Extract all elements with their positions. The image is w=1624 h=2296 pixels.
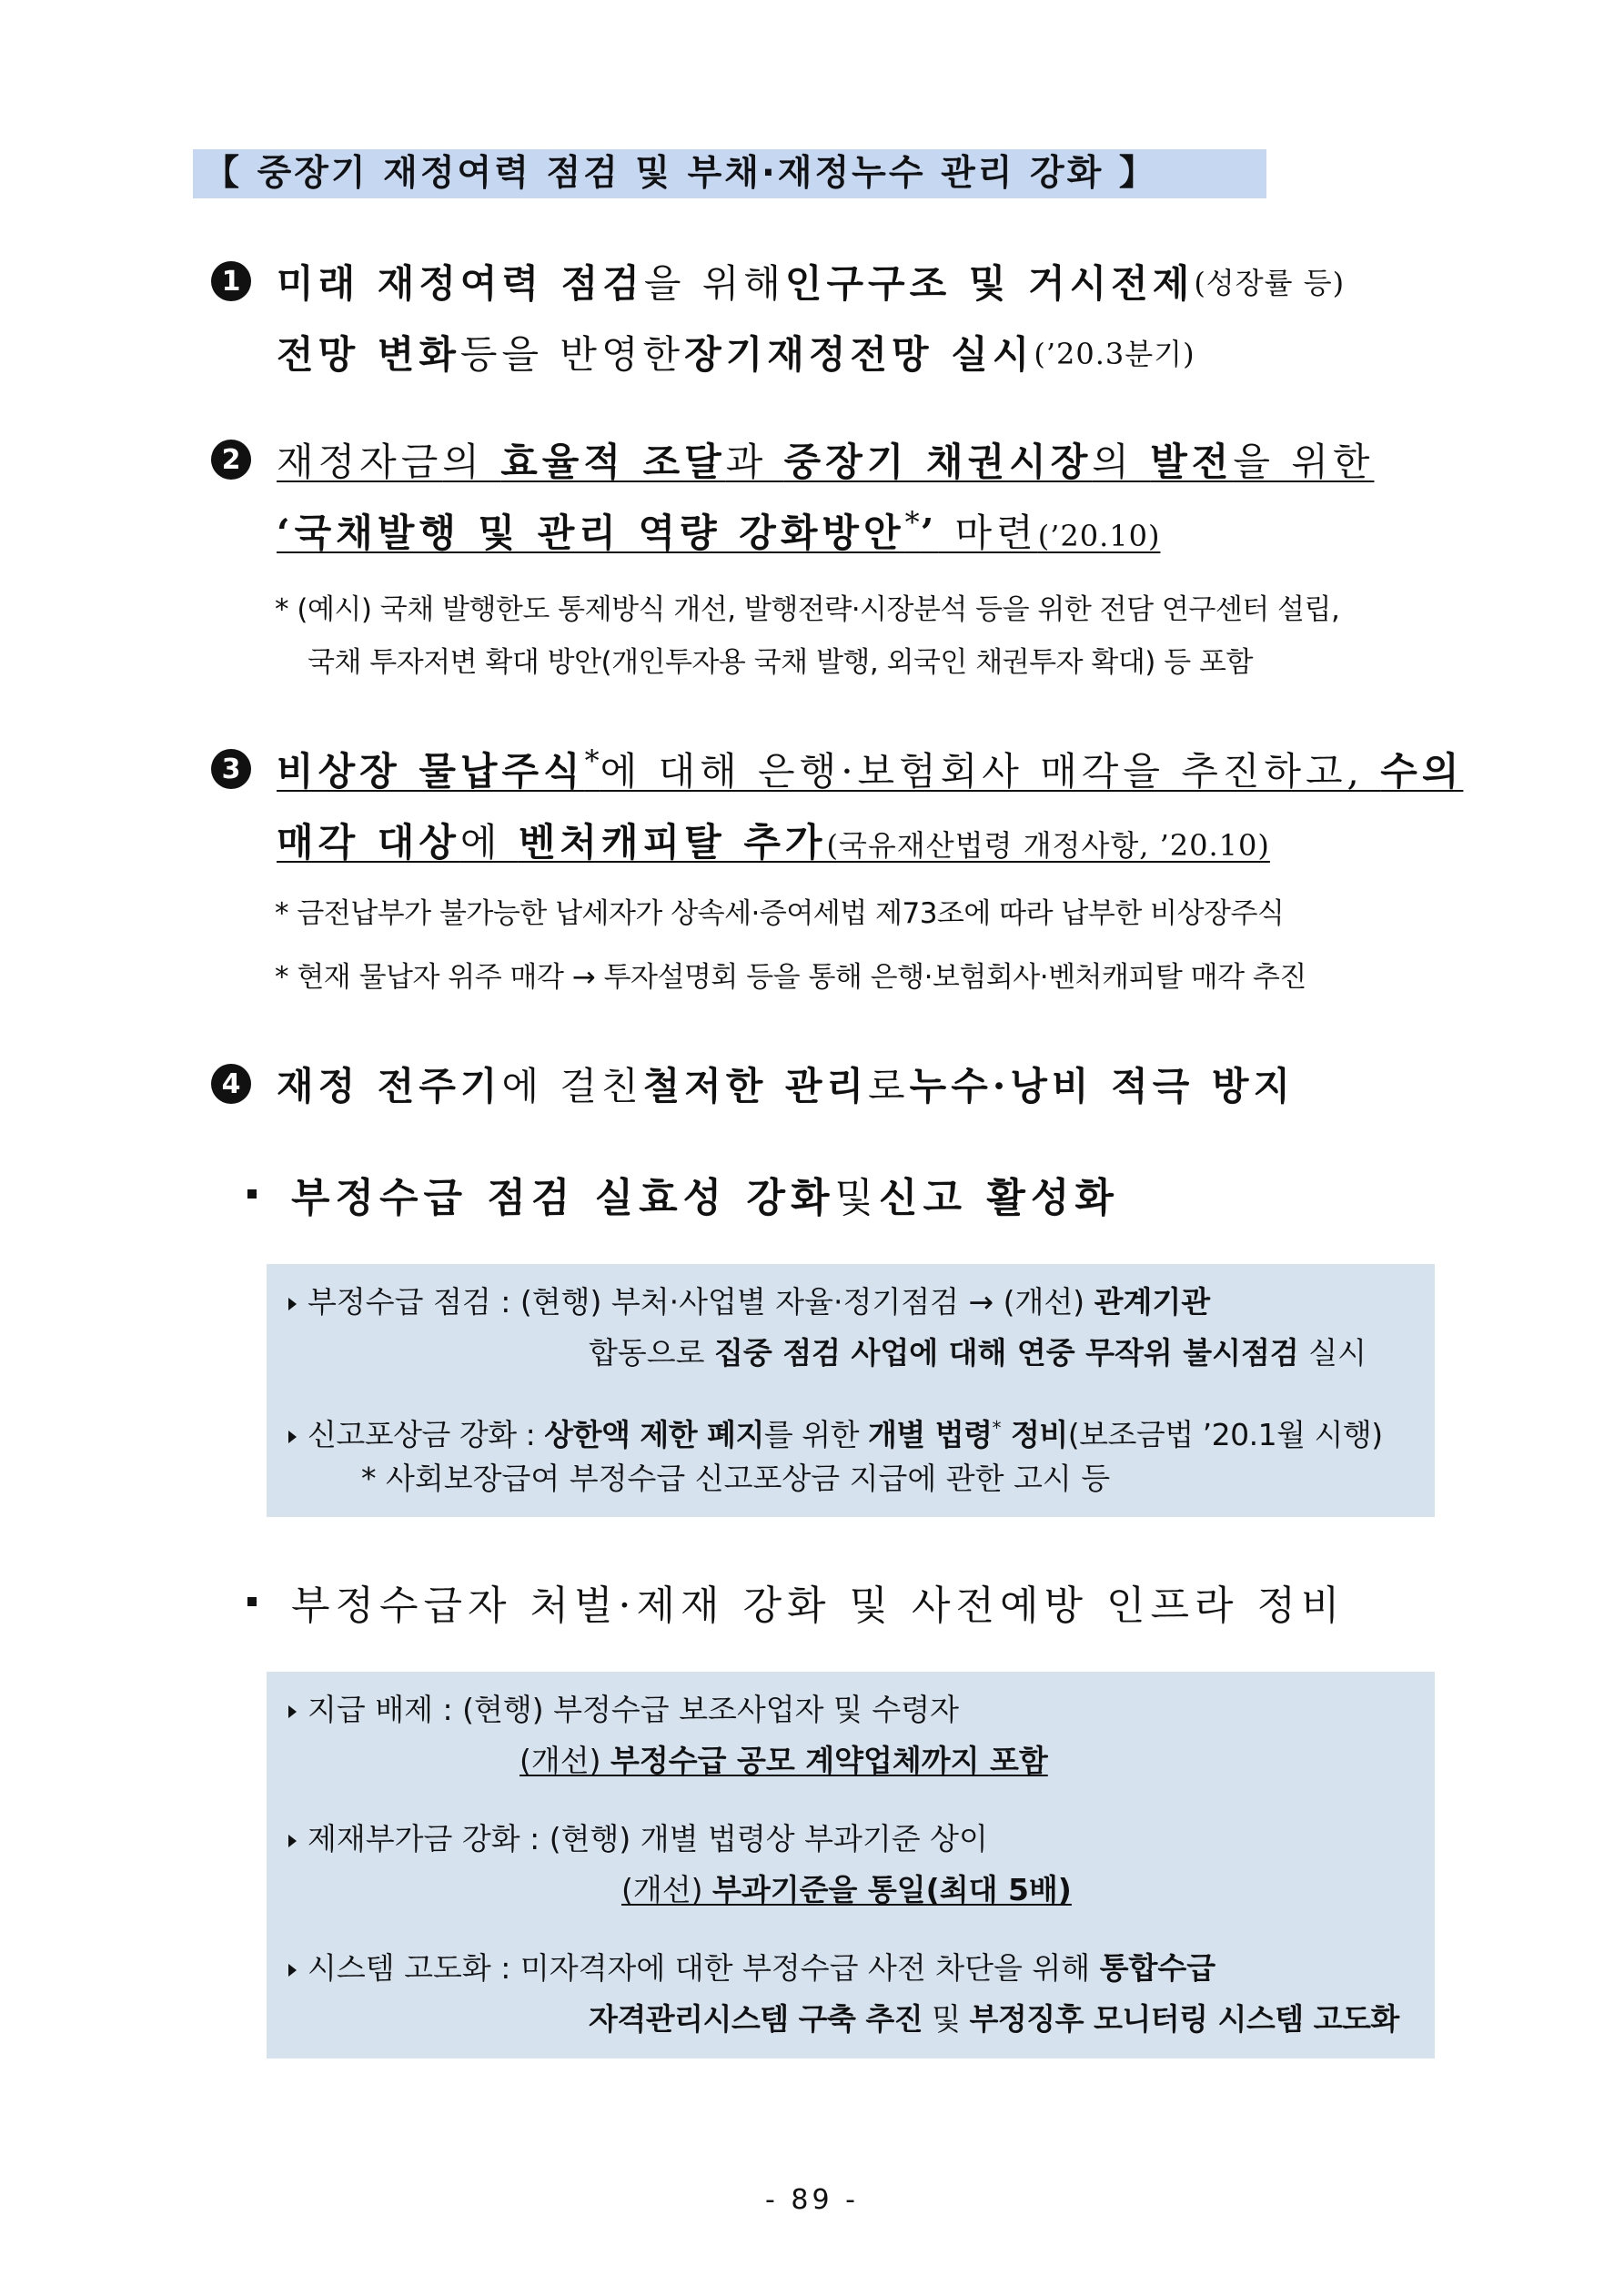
- box-bold-text: 상한액 제한 폐지: [544, 1417, 764, 1452]
- item-2-paren: (’20.10): [1037, 519, 1161, 553]
- triangle-bullet-icon: [288, 1298, 297, 1310]
- item-3-paren: (국유재산법령 개정사항, ’20.10): [826, 828, 1270, 863]
- item-3-phrase: 매각 대상: [277, 820, 460, 865]
- item-2-text: 을 위한: [1233, 440, 1375, 484]
- box-2-row: [288, 1943, 1413, 1994]
- box-bold-text: 자격관리시스템 구축 추진: [589, 2001, 923, 2037]
- triangle-bullet-icon: [288, 1835, 297, 1847]
- item-1-paren: (’20.3분기): [1034, 337, 1195, 371]
- box-text: (개선): [519, 1743, 610, 1778]
- box-bold-text: 부정수급 공모 계약업체까지 포함: [610, 1743, 1048, 1778]
- item-1-phrase: 인구구조 및 거시전제: [784, 261, 1195, 306]
- item-1-text: 을 위해: [643, 261, 785, 306]
- item-1-phrase: 전망 변화: [277, 332, 460, 377]
- box-2-row: [288, 1994, 1413, 2045]
- box-text: (보조금법 ’20.1월 시행): [1067, 1417, 1383, 1452]
- item-1: [211, 246, 1448, 388]
- item-1-phrase: 장기재정전망 실시: [684, 332, 1034, 377]
- item-1-paren: (성장률 등): [1194, 266, 1346, 300]
- box-text: 시스템 고도화 : 미자격자에 대한 부정수급 사전 차단을 위해: [308, 1950, 1100, 1986]
- item-4-text: 로: [868, 1064, 910, 1108]
- box-text: 부정수급 점검 : (현행) 부처·사업별 자율·정기점검 → (개선): [308, 1284, 1094, 1320]
- note-line: * 금전납부가 불가능한 납세자가 상속세·증여세법 제73조에 따라 납부한 비상장주식: [275, 897, 1285, 930]
- note-line: * 현재 물납자 위주 매각 → 투자설명회 등을 통해 은행·보험회사·벤처캐피탈 매각 추진: [275, 961, 1306, 994]
- item-2-phrase: ‘국채발행 및 관리 역량 강화방안: [277, 511, 905, 555]
- item-1-line-1: [211, 246, 1448, 317]
- box-2-row: [288, 1814, 1413, 1865]
- box-bold-text: 개별 법령: [867, 1417, 993, 1452]
- footnote-marker: *: [904, 505, 921, 540]
- item-2-text: 의: [1092, 440, 1151, 484]
- box-1-row: [288, 1402, 1413, 1453]
- item-3-text: 에 대해 은행·보험회사 매각을 추진하고,: [600, 749, 1381, 794]
- triangle-bullet-icon: [288, 1705, 297, 1718]
- item-3-line-2: [211, 804, 1448, 875]
- triangle-bullet-icon: [288, 1431, 297, 1443]
- item-2-phrase: 발전: [1150, 440, 1234, 484]
- item-2-phrase: 재정자금: [277, 440, 443, 484]
- item-2-phrase: 효율적 조달: [500, 440, 726, 484]
- triangle-bullet-icon: [288, 1964, 297, 1977]
- detail-box-1: [267, 1264, 1435, 1517]
- detail-box-2: [267, 1672, 1435, 2058]
- bullet-2: [247, 1573, 1346, 1631]
- item-1-text: 등을 반영한: [459, 332, 685, 377]
- item-4-text: 에 걸친: [501, 1064, 643, 1108]
- box-text: 제재부가금 강화 : (현행) 개별 법령상 부과기준 상이: [308, 1821, 988, 1856]
- number-badge-4: 4: [211, 1064, 251, 1104]
- item-2-text: 의: [442, 440, 501, 484]
- square-bullet-icon: [247, 1189, 257, 1199]
- box-text: 및: [923, 2001, 970, 2037]
- item-3-line-1: [211, 733, 1464, 804]
- bullet-1-text: 및: [834, 1175, 880, 1221]
- item-4-line-1: [211, 1048, 1448, 1119]
- note-item-2: [275, 590, 1458, 683]
- box-bold-text: 부정징후 모니터링 시스템 고도화: [969, 2001, 1399, 2037]
- item-2-line-2: [211, 495, 1448, 566]
- item-2-text: 마련: [938, 511, 1038, 555]
- number-badge-1: 1: [211, 261, 251, 301]
- number-badge-2: 2: [211, 440, 251, 480]
- note-item-3: [275, 894, 1458, 997]
- box-1-footnote: * 사회보장급여 부정수급 신고포상금 지급에 관한 고시 등: [361, 1461, 1111, 1496]
- footnote-marker: *: [992, 1417, 1001, 1439]
- box-bold-text: 부과기준을 통일(최대 5배): [712, 1872, 1072, 1907]
- box-bold-text: 관계기관: [1094, 1284, 1211, 1320]
- box-bold-text: 통합수급: [1099, 1950, 1216, 1986]
- item-3-phrase: 수의: [1380, 749, 1464, 794]
- item-4-phrase: 철저한 관리: [642, 1064, 869, 1108]
- box-text: 지급 배제 : (현행) 부정수급 보조사업자 및 수령자: [308, 1692, 959, 1727]
- item-1-line-2: [211, 317, 1448, 388]
- footnote-marker: *: [584, 743, 600, 778]
- item-4-phrase: 재정 전주기: [277, 1064, 502, 1108]
- box-1-row: [288, 1277, 1413, 1328]
- box-bold-text: 정비: [1001, 1417, 1068, 1452]
- bullet-1: [247, 1165, 1119, 1223]
- box-bold-text: 집중 점검 사업에 대해 연중 무작위 불시점검: [714, 1335, 1299, 1371]
- note-line: 국채 투자저변 확대 방안(개인투자용 국채 발행, 외국인 채권투자 확대) 등 포함: [308, 646, 1253, 679]
- item-3-phrase: 벤처캐피탈 추가: [518, 820, 827, 865]
- item-4-phrase: 누수·낭비 적극 방지: [909, 1064, 1296, 1108]
- section-title: 【 중장기 재정여력 점검 및 부채·재정누수 관리 강화 】: [193, 149, 1266, 198]
- item-2-quote: ’: [920, 511, 939, 555]
- box-2-row: [288, 1865, 1413, 1916]
- item-3-phrase: 비상장 물납주식: [277, 749, 585, 794]
- box-1-row: [288, 1328, 1413, 1379]
- box-text: 를 위한: [763, 1417, 868, 1452]
- item-2-line-1: [211, 424, 1448, 495]
- box-text: 합동으로: [589, 1335, 715, 1371]
- item-4: [211, 1048, 1448, 1119]
- box-2-row: [288, 1684, 1413, 1735]
- box-text: 신고포상금 강화 :: [308, 1417, 545, 1452]
- square-bullet-icon: [247, 1597, 257, 1606]
- note-line: * (예시) 국채 발행한도 통제방식 개선, 발행전략·시장분석 등을 위한 전담 연구센터 설립,: [275, 593, 1340, 626]
- page-number: - 89 -: [765, 2184, 859, 2216]
- item-3-text: 에: [459, 820, 519, 865]
- item-2-text: 과: [725, 440, 784, 484]
- item-2-phrase: 중장기 채권시장: [783, 440, 1093, 484]
- item-3: [211, 733, 1464, 875]
- bullet-1-phrase: 신고 활성화: [879, 1175, 1119, 1221]
- bullet-1-phrase: 부정수급 점검 실효성 강화: [291, 1175, 835, 1221]
- number-badge-3: 3: [211, 749, 251, 789]
- box-text: 실시: [1298, 1335, 1367, 1371]
- box-2-row: [288, 1735, 1413, 1786]
- item-1-phrase: 미래 재정여력 점검: [277, 261, 644, 306]
- box-text: (개선): [621, 1872, 712, 1907]
- bullet-2-text: 부정수급자 처벌·제재 강화 및 사전예방 인프라 정비: [291, 1583, 1346, 1629]
- item-2: [211, 424, 1448, 566]
